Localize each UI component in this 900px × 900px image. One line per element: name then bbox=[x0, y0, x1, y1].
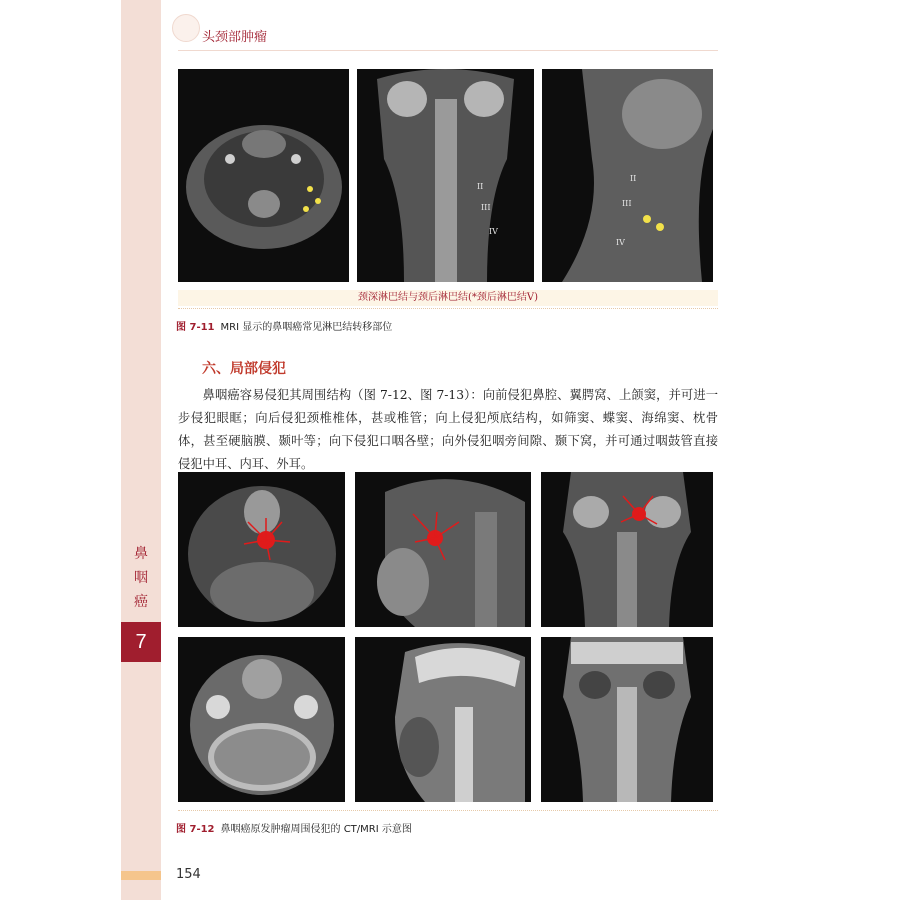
paragraph-text: 鼻咽癌容易侵犯其周围结构（图 7-12、图 7-13）：向前侵犯鼻腔、翼腭窝、上颌窦，并可进一步侵犯眼眶；向后侵犯颈椎椎体，甚或椎管；向上侵犯颅底结构，如筛窦、蝶窦、海绵窦、枕骨体，甚至硬脑膜、颞叶等；向下侵犯口咽各壁；向外侵犯咽旁间隙、颞下窝，并可通过咽鼓管直接侵犯中耳、内耳、外耳。 bbox=[178, 388, 718, 471]
section-title: 六、局部侵犯 bbox=[202, 361, 286, 377]
side-tab-char: 癌 bbox=[134, 594, 148, 610]
chapter-number: 7 bbox=[121, 622, 161, 662]
mri-axial-skullbase-panel bbox=[178, 472, 345, 627]
mri-sagittal-head-image bbox=[355, 472, 531, 627]
mri-sagittal-neck-panel bbox=[542, 69, 713, 282]
region-label: IV bbox=[489, 227, 498, 236]
mri-coronal-neck-panel bbox=[357, 69, 534, 282]
figure-caption-text: MRI 显示的鼻咽癌常见淋巴结转移部位 bbox=[220, 322, 393, 333]
ct-coronal-head-panel bbox=[541, 637, 713, 802]
region-label: II bbox=[630, 174, 637, 183]
region-label: IV bbox=[616, 238, 625, 247]
region-label: III bbox=[481, 203, 491, 212]
ct-sagittal-head-panel bbox=[355, 637, 531, 802]
side-tab-char: 鼻 bbox=[134, 546, 148, 562]
figure-panel-caption: 颈深淋巴结与颈后淋巴结(*颈后淋巴结V) bbox=[178, 290, 718, 306]
ct-sagittal-head-image bbox=[355, 637, 531, 802]
ct-coronal-head-image bbox=[541, 637, 713, 802]
mri-coronal-neck-image bbox=[357, 69, 534, 282]
header-ornament bbox=[172, 14, 200, 42]
figure-7-12-caption bbox=[176, 820, 412, 835]
mri-coronal-head-image bbox=[541, 472, 713, 627]
figure-number: 图 7-11 bbox=[176, 322, 215, 333]
mri-coronal-head-panel bbox=[541, 472, 713, 627]
figure-divider bbox=[178, 308, 718, 309]
mri-axial-neck-image bbox=[178, 69, 349, 282]
region-label: III bbox=[622, 199, 632, 208]
side-band bbox=[121, 0, 161, 900]
ct-axial-skullbase-image bbox=[178, 637, 345, 802]
page-number: 154 bbox=[176, 867, 201, 882]
figure-number: 图 7-12 bbox=[176, 824, 215, 835]
side-tab-char: 咽 bbox=[134, 570, 148, 586]
mri-sagittal-head-panel bbox=[355, 472, 531, 627]
running-header: 头颈部肿瘤 bbox=[202, 30, 268, 45]
mri-axial-neck-panel bbox=[178, 69, 349, 282]
body-paragraph bbox=[178, 384, 718, 476]
mri-axial-skullbase-image bbox=[178, 472, 345, 627]
figure-caption-text: 鼻咽癌原发肿瘤周围侵犯的 CT/MRI 示意图 bbox=[220, 824, 412, 835]
figure-divider bbox=[178, 810, 718, 811]
mri-sagittal-neck-image bbox=[542, 69, 713, 282]
region-label: II bbox=[477, 182, 484, 191]
ct-axial-skullbase-panel bbox=[178, 637, 345, 802]
figure-7-11-caption bbox=[176, 318, 392, 333]
page-number-bar bbox=[121, 871, 161, 880]
header-rule bbox=[178, 50, 718, 51]
